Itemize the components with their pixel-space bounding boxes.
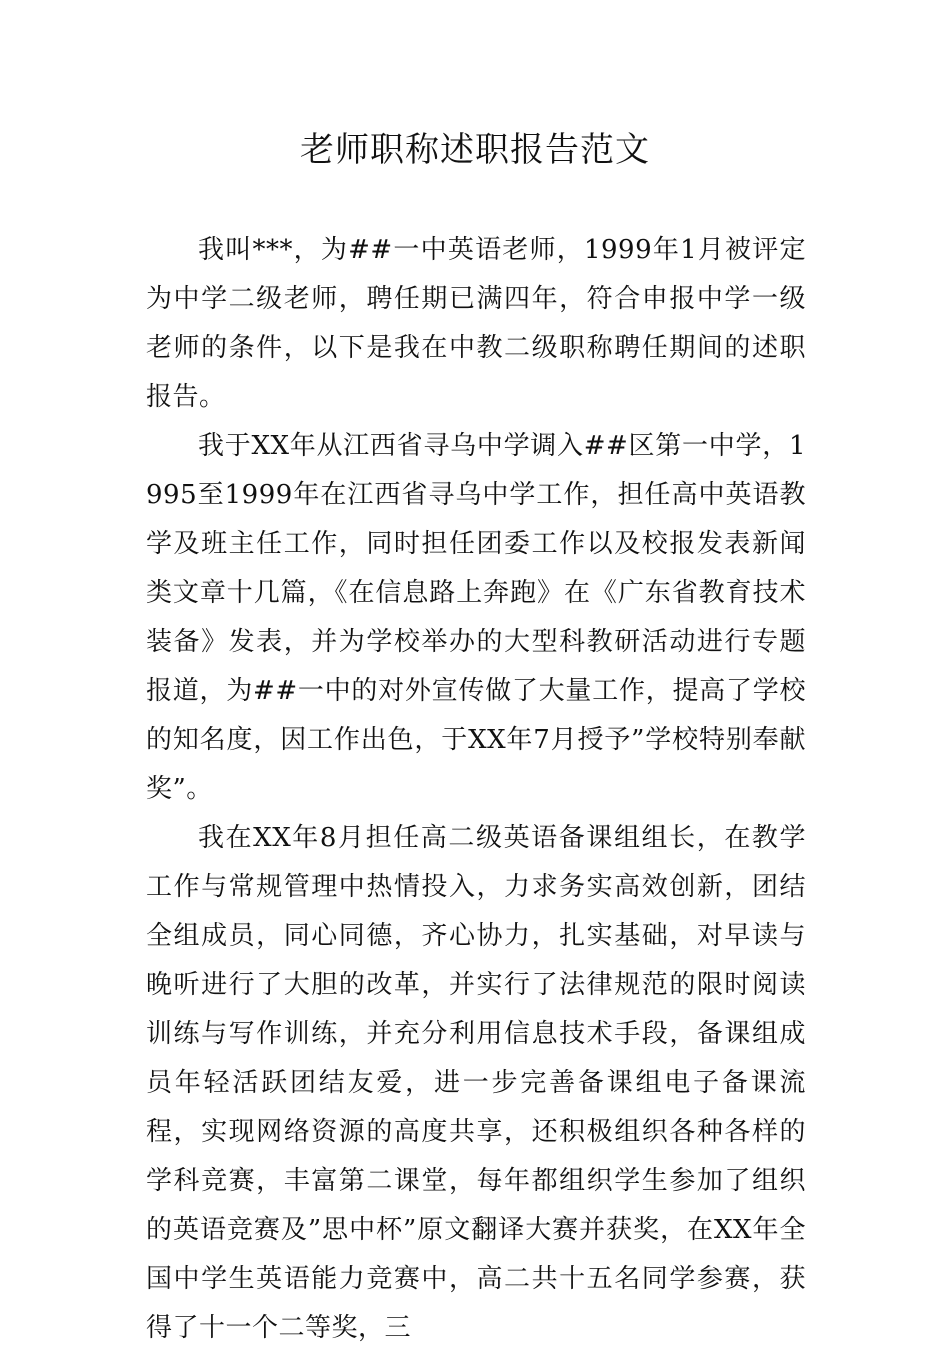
paragraph-1: 我叫***，为##一中英语老师，1999年1月被评定为中学二级老师，聘任期已满四年，符合申报中学一级老师的条件，以下是我在中教二级职称聘任期间的述职报告。 [146,235,806,412]
document-body [146,226,806,1353]
paragraph-2: 我于XX年从江西省寻乌中学调入##区第一中学，1995至1999年在江西省寻乌中学工作，担任高中英语教学及班主任工作，同时担任团委工作以及校报发表新闻类文章十几篇，《在信息路上奔跑》在《广东省教育技术装备》发表，并为学校举办的大型科教研活动进行专题报道，为##一中的对外宣传做了大量工作，提高了学校的知名度，因工作出色，于XX年7月授予”学校特别奉献奖”。 [146,431,806,804]
document-title: 老师职称述职报告范文 [300,130,650,170]
paragraph-3: 我在XX年8月担任高二级英语备课组组长，在教学工作与常规管理中热情投入，力求务实高效创新，团结全组成员，同心同德，齐心协力，扎实基础，对早读与晚听进行了大胆的改革，并实行了法律规范的限时阅读训练与写作训练，并充分利用信息技术手段，备课组成员年轻活跃团结友爱，进一步完善备课组电子备课流程，实现网络资源的高度共享，还积极组织各种各样的学科竞赛，丰富第二课堂，每年都组织学生参加了组织的英语竞赛及”思中杯”原文翻译大赛并获奖，在XX年全国中学生英语能力竞赛中，高二共十五名同学参赛，获得了十一个二等奖，三 [146,823,806,1343]
